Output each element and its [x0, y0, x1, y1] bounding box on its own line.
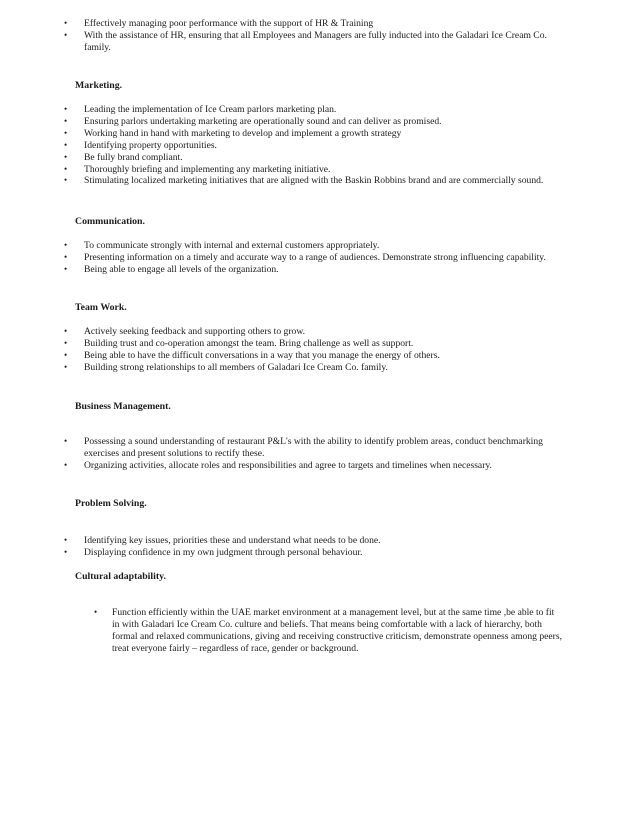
- bullet-icon: •: [64, 251, 68, 262]
- bullet-icon: •: [94, 607, 98, 617]
- bullet-icon: •: [64, 175, 68, 186]
- list-item: • To communicate strongly with internal and external customers appropriately.: [64, 240, 380, 251]
- bullet-icon: •: [64, 127, 68, 138]
- list-item: • With the assistance of HR, ensuring that all Employees and Managers are fully inducted into the Galadari Ice Cream Co. family.: [64, 29, 547, 53]
- communication-list: [62, 240, 562, 276]
- list-item: • Working hand in hand with marketing to develop and implement a growth strategy: [64, 127, 402, 139]
- list-item: • Identifying property opportunities.: [64, 139, 217, 151]
- bullet-icon: •: [64, 436, 68, 446]
- bullet-icon: •: [64, 18, 68, 28]
- list-item: • Possessing a sound understanding of restaurant P&L's with the ability to identify problem areas, conduct benchmarking exercises and present solutions to rectify these.: [64, 436, 543, 459]
- list-item: • Being able to engage all levels of the organization.: [64, 263, 279, 275]
- list-item: • Function efficiently within the UAE market environment at a management level, but at the same time ,be able to fit in with Galadari Ice Cream Co. culture and beliefs. That means being comfortable with a lack of hierarchy, both formal and relaxed communications, giving and receiving constructive criticism, demonstrate openness among peers, treat everyone fairly – regardless of race, gender or background.: [94, 607, 562, 654]
- section-heading-business-management: Business Management.: [75, 401, 171, 412]
- intro-list: [62, 18, 562, 54]
- bullet-icon: •: [64, 326, 68, 336]
- list-item: • Be fully brand compliant.: [64, 151, 183, 163]
- bullet-icon: •: [64, 115, 68, 126]
- list-item: • Being able to have the difficult conversations in a way that you manage the energy of others.: [64, 349, 440, 361]
- list-item: • Building strong relationships to all members of Galadari Ice Cream Co. family.: [64, 361, 388, 373]
- section-heading-problem-solving: Problem Solving.: [75, 498, 147, 509]
- problem-solving-list: [62, 535, 562, 559]
- section-heading-marketing: Marketing.: [75, 80, 123, 91]
- bullet-icon: •: [64, 535, 68, 545]
- list-item: • Effectively managing poor performance with the support of HR & Training: [64, 18, 374, 29]
- list-item: • Organizing activities, allocate roles and responsibilities and agree to targets and timelines when necessary.: [64, 459, 492, 471]
- list-item: • Leading the implementation of Ice Cream parlors marketing plan.: [64, 104, 337, 115]
- bullet-icon: •: [64, 459, 68, 470]
- bullet-icon: •: [64, 263, 68, 274]
- list-item: • Presenting information on a timely and accurate way to a range of audiences. Demonstrate strong influencing capability.: [64, 251, 546, 263]
- list-item: • Displaying confidence in my own judgment through personal behaviour.: [64, 546, 363, 558]
- list-item: • Stimulating localized marketing initiatives that are aligned with the Baskin Robbins brand and are commercially sound.: [64, 175, 544, 187]
- list-item: • Building trust and co-operation amongst the team. Bring challenge as well as support.: [64, 337, 414, 349]
- section-heading-cultural-adaptability: Cultural adaptability.: [75, 571, 166, 582]
- bullet-icon: •: [64, 151, 68, 162]
- list-item: • Ensuring parlors undertaking marketing are operationally sound and can deliver as promised.: [64, 115, 442, 127]
- team-work-list: [62, 326, 562, 374]
- bullet-icon: •: [64, 349, 68, 360]
- marketing-list: [62, 104, 562, 187]
- list-item: • Thoroughly briefing and implementing any marketing initiative.: [64, 163, 331, 175]
- section-heading-team-work: Team Work.: [75, 302, 127, 313]
- list-item: • Actively seeking feedback and supporting others to grow.: [64, 326, 306, 337]
- bullet-icon: •: [64, 546, 68, 557]
- bullet-icon: •: [64, 139, 68, 150]
- cultural-adaptability-list: [92, 607, 564, 655]
- bullet-icon: •: [64, 361, 68, 372]
- section-heading-communication: Communication.: [75, 216, 145, 227]
- business-management-list: [62, 436, 562, 472]
- bullet-icon: •: [64, 104, 68, 114]
- bullet-icon: •: [64, 163, 68, 174]
- list-item: • Identifying key issues, priorities these and understand what needs to be done.: [64, 535, 381, 546]
- bullet-icon: •: [64, 29, 68, 40]
- bullet-icon: •: [64, 240, 68, 250]
- bullet-icon: •: [64, 337, 68, 348]
